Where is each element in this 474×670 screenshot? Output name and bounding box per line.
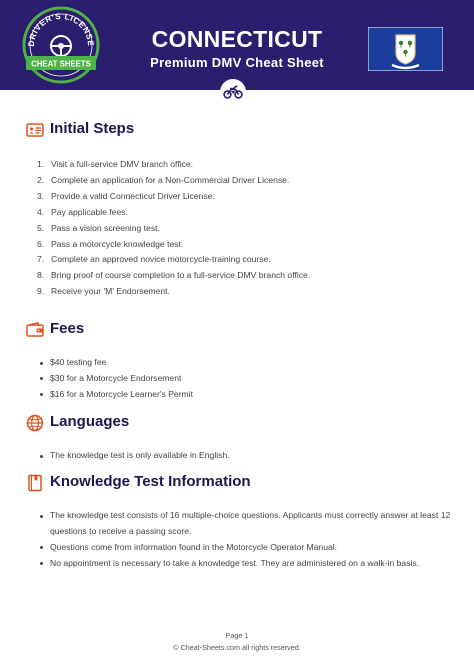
section-title: Fees: [50, 320, 85, 337]
section-title: Languages: [50, 413, 130, 430]
section-header: [26, 412, 456, 434]
list-item: The knowledge test is only available in English.: [37, 448, 456, 464]
page-number: Page 1: [225, 631, 249, 640]
steps-list: [26, 157, 456, 300]
book-icon: [26, 474, 44, 492]
section-header: [26, 472, 456, 494]
list-item: $40 testing fee: [37, 355, 456, 371]
id-card-icon: [26, 121, 44, 139]
logo-ribbon-text: CHEAT SHEETS: [31, 59, 91, 69]
section-languages: [26, 412, 456, 464]
list-item: 3. Provide a valid Connecticut Driver License.: [37, 190, 215, 201]
page-title: CONNECTICUT: [151, 26, 323, 52]
page-header: [0, 0, 474, 90]
section-header: [26, 119, 456, 141]
logo-top-text: DRIVER'S LICENSE: [26, 11, 96, 47]
section-knowledge-test: [26, 472, 456, 572]
list-item: $30 for a Motorcycle Endorsement: [37, 371, 456, 387]
list-item: Questions come from information found in the Motorcycle Operator Manual.: [37, 540, 456, 556]
list-item: 2. Complete an application for a Non-Commercial Driver License.: [37, 174, 290, 185]
connecticut-flag-icon: [368, 27, 443, 71]
section-title: Initial Steps: [50, 120, 135, 137]
list-item: 6. Pass a motorcycle knowledge test.: [37, 238, 184, 249]
list-item: No appointment is necessary to take a knowledge test. They are administered on a walk-in basis.: [37, 556, 456, 572]
drivers-license-cheat-sheets-logo: [22, 6, 100, 84]
motorcycle-badge: [220, 79, 246, 105]
fees-list: [26, 355, 456, 403]
list-item: 9. Receive your 'M' Endorsement.: [37, 286, 170, 297]
list-item: 7. Complete an approved novice motorcycle-training course.: [37, 254, 271, 265]
list-item: $16 for a Motorcycle Learner's Permit: [37, 387, 456, 403]
motorcycle-icon: [223, 83, 243, 101]
copyright-text: © Cheat-Sheets.com all rights reserved.: [173, 643, 301, 652]
languages-list: [26, 448, 456, 464]
list-item: 1. Visit a full-service DMV branch office.: [37, 159, 194, 169]
page-subtitle: Premium DMV Cheat Sheet: [150, 55, 324, 70]
wallet-icon: [26, 321, 44, 339]
knowledge-test-list: [26, 508, 456, 572]
globe-icon: [26, 414, 44, 432]
section-fees: [26, 319, 456, 403]
section-header: [26, 319, 456, 341]
list-item: 4. Pay applicable fees.: [37, 206, 128, 217]
list-item: 8. Bring proof of course completion to a full-service DMV branch office.: [37, 270, 311, 281]
list-item: 5. Pass a vision screening test.: [37, 222, 160, 233]
section-initial-steps: [26, 119, 456, 300]
list-item: The knowledge test consists of 16 multiple-choice questions. Applicants must correctly answer at least 12 questions to receive a passing score.: [37, 508, 456, 540]
section-title: Knowledge Test Information: [50, 473, 251, 490]
